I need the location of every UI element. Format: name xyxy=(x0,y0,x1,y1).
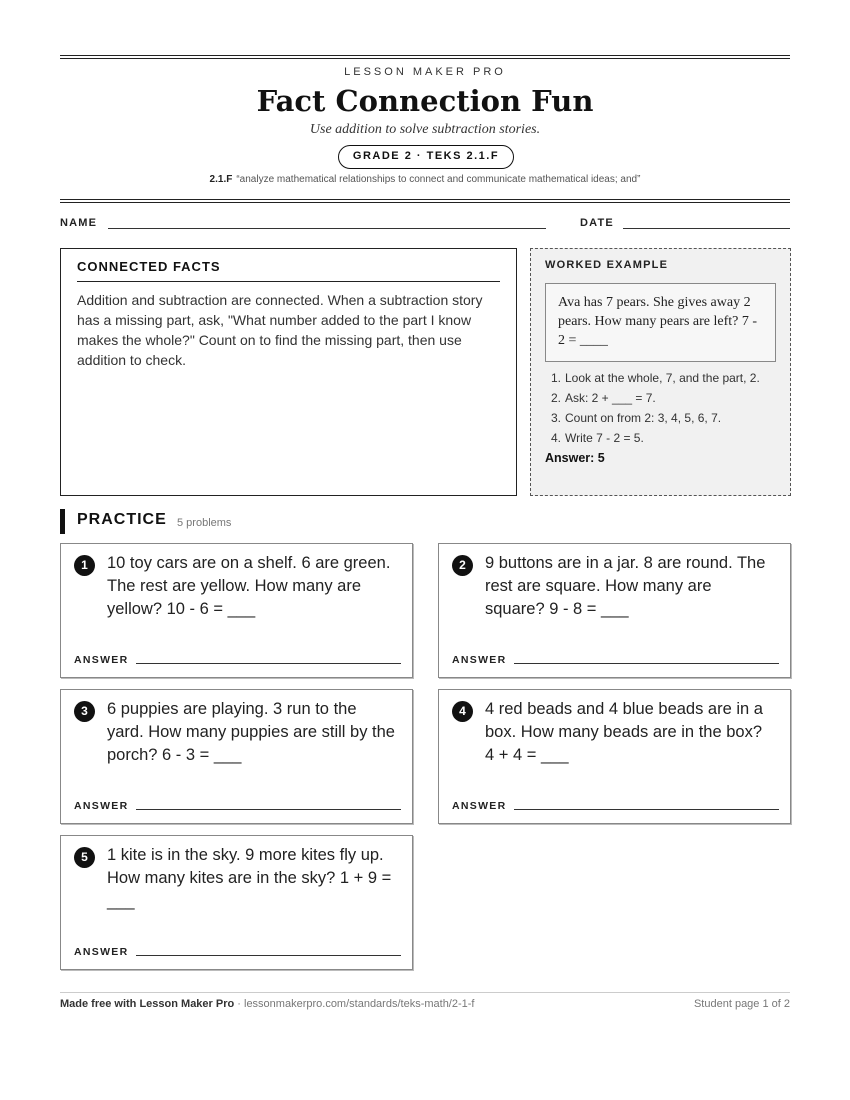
problem-number-badge: 1 xyxy=(74,555,95,576)
top-rule-inner xyxy=(60,58,790,59)
footer-made-with: Made free with Lesson Maker Pro xyxy=(60,998,235,1010)
problem-card-3 xyxy=(60,689,413,824)
header-bottom-rule xyxy=(60,199,790,200)
date-field[interactable] xyxy=(623,228,790,229)
answer-field[interactable] xyxy=(136,663,401,664)
answer-field[interactable] xyxy=(514,809,779,810)
practice-title: PRACTICE xyxy=(77,511,167,528)
answer-field[interactable] xyxy=(136,809,401,810)
header-bottom-rule-inner xyxy=(60,202,790,203)
answer-label: ANSWER xyxy=(452,654,507,666)
worked-example-steps xyxy=(545,370,776,446)
connected-facts-body: Addition and subtraction are connected. When a subtraction story has a missing part, ask, "What number added to the part I know makes the whole?" Count on to find the missing part, then use addition to check. xyxy=(77,292,483,368)
problem-card-2 xyxy=(438,543,791,678)
problem-text: 1 kite is in the sky. 9 more kites fly up. How many kites are in the sky? 1 + 9 = ___ xyxy=(107,846,392,910)
standard-text: “analyze mathematical relationships to connect and communicate mathematical ideas; and” xyxy=(236,174,641,185)
problem-text: 9 buttons are in a jar. 8 are round. The rest are square. How many are square? 9 - 8 = ___ xyxy=(485,554,766,618)
worked-example-step: 1. Look at the whole, 7, and the part, 2. xyxy=(551,371,760,385)
worked-example-step: 3. Count on from 2: 3, 4, 5, 6, 7. xyxy=(551,411,722,425)
problem-text: 6 puppies are playing. 3 run to the yard. How many puppies are still by the porch? 6 - 3 = ___ xyxy=(107,700,395,764)
problem-number-badge: 3 xyxy=(74,701,95,722)
problem-number-badge: 4 xyxy=(452,701,473,722)
problem-text: 4 red beads and 4 blue beads are in a box. How many beads are in the box? 4 + 4 = ___ xyxy=(485,700,763,764)
problem-card-4 xyxy=(438,689,791,824)
footer-page-number: Student page 1 of 2 xyxy=(693,998,790,1010)
problem-card-1 xyxy=(60,543,413,678)
page-title: Fact Connection Fun xyxy=(256,84,594,118)
worked-example-step: 2. Ask: 2 + ___ = 7. xyxy=(551,391,656,405)
answer-label: ANSWER xyxy=(452,800,507,812)
brand-name: LESSON MAKER PRO xyxy=(344,66,506,78)
answer-field[interactable] xyxy=(136,955,401,956)
practice-count: 5 problems xyxy=(177,517,232,529)
name-label: NAME xyxy=(60,217,98,229)
connected-facts-title: CONNECTED FACTS xyxy=(77,259,500,282)
answer-label: ANSWER xyxy=(74,946,129,958)
connected-facts-box xyxy=(60,248,517,496)
problem-number-badge: 5 xyxy=(74,847,95,868)
problem-text: 10 toy cars are on a shelf. 6 are green. The rest are yellow. How many are yellow? 10 - 6 = ___ xyxy=(107,554,391,618)
problem-number-badge: 2 xyxy=(452,555,473,576)
worked-example-problem: Ava has 7 pears. She gives away 2 pears. How many pears are left? 7 - 2 = ____ xyxy=(545,283,776,362)
worked-example-box xyxy=(530,248,791,496)
page-subtitle: Use addition to solve subtraction stories. xyxy=(309,122,541,137)
answer-label: ANSWER xyxy=(74,654,129,666)
problem-card-5 xyxy=(60,835,413,970)
date-label: DATE xyxy=(580,217,614,229)
top-rule xyxy=(60,55,790,56)
standard-line xyxy=(0,174,850,185)
answer-label: ANSWER xyxy=(74,800,129,812)
footer-credit: Made free with Lesson Maker Pro · lessonmakerpro.com/standards/teks-math/2-1-f xyxy=(60,998,475,1010)
footer-url[interactable]: lessonmakerpro.com/standards/teks-math/2-1-f xyxy=(244,998,475,1010)
name-field[interactable] xyxy=(108,228,546,229)
practice-accent-bar xyxy=(60,509,65,534)
footer-rule xyxy=(60,992,790,993)
grade-badge: GRADE 2 · TEKS 2.1.F xyxy=(338,145,514,169)
worked-example-answer: Answer: 5 xyxy=(545,451,605,465)
worked-example-title: WORKED EXAMPLE xyxy=(545,259,669,271)
worked-example-step: 4. Write 7 - 2 = 5. xyxy=(551,431,644,445)
standard-code: 2.1.F xyxy=(209,174,233,185)
answer-field[interactable] xyxy=(514,663,779,664)
